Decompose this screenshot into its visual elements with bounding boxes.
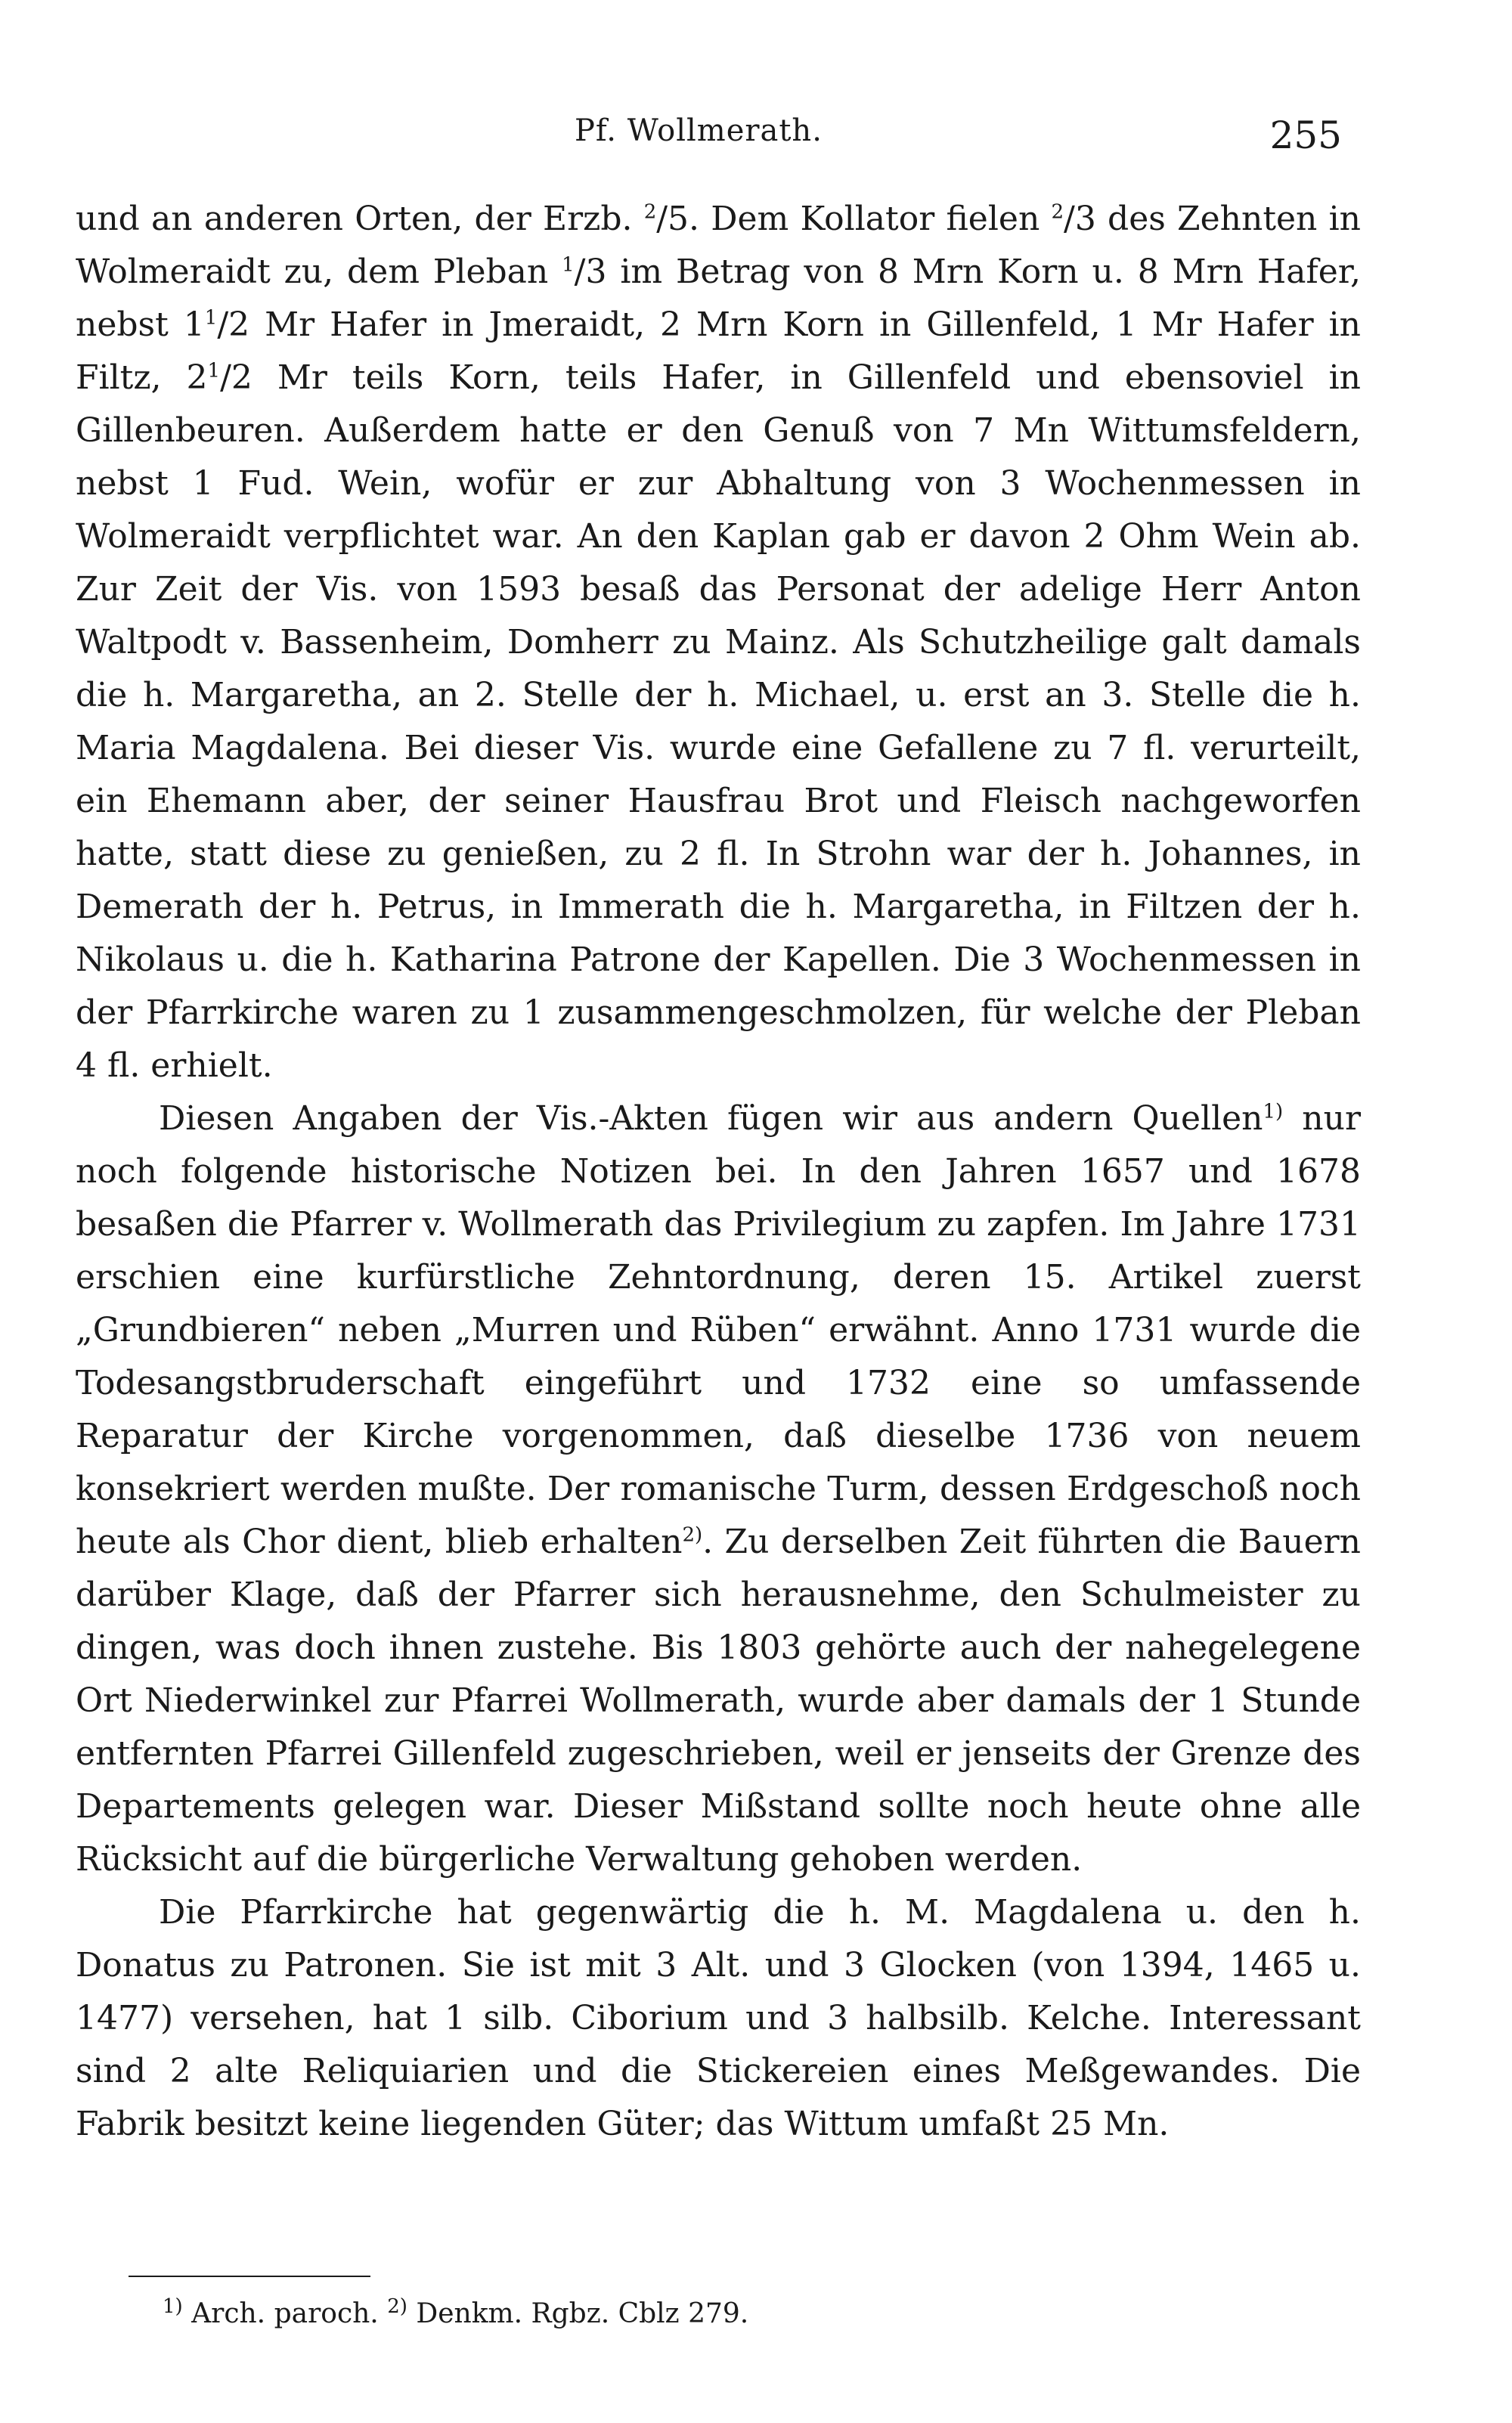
running-title: Pf. Wollmerath. — [575, 113, 823, 148]
footnote-ref: 1) — [1263, 1100, 1284, 1123]
footnote-text: Denkm. Rgbz. Cblz 279. — [407, 2298, 749, 2329]
text-run: /5. Dem Kollator fielen — [656, 200, 1052, 238]
footnote-text: Arch. paroch. — [182, 2298, 388, 2329]
text-run: nur noch folgende historische Notizen bei. In den Jahren 1657 und 1678 besaßen die Pfarrer v. Wollmerath das Privilegium zu zapfen. Im Jahre 1731 erschien eine kurfürstliche Zehntordnung, deren 15. Artikel zuerst „Grundbieren“ neben „Murren und Rüben“ erwähnt. Anno 1731 wurde die Todesangstbruderschaft eingeführt und 1732 eine so umfassende Reparatur der Kirche vorgenommen, daß dieselbe 1736 von neuem konsekriert werden mußte. Der romanische Turm, dessen Erdgeschoß noch heute als Chor dient, blieb erhalten — [76, 1099, 1361, 1561]
footnote-mark: 2) — [387, 2295, 407, 2318]
text-run: und an anderen Orten, der Erzb. — [76, 200, 644, 238]
paragraph-3: Die Pfarrkirche hat gegenwärtig die h. M. Magdalena u. den h. Donatus zu Patronen. Sie ist mit 3 Alt. und 3 Glocken (von 1394, 1465 u. 1477) versehen, hat 1 silb. Ciborium und 3 halbsilb. Kelche. Interessant sind 2 alte Reliquiarien und die Stickereien eines Meßgewandes. Die Fabrik besitzt keine liegenden Güter; das Wittum umfaßt 25 Mn. — [76, 1893, 1361, 2143]
text-run: /3 des Zehnten in Wolmeraidt zu, dem Pleban — [76, 200, 1361, 291]
fraction-numerator: 1 — [204, 306, 218, 330]
main-text — [76, 193, 1361, 2151]
paragraph-1 — [76, 193, 1361, 1092]
text-run: /3 im Betrag von 8 Mrn Korn u. 8 Mrn Hafer, nebst 1 — [76, 253, 1361, 344]
paragraph-2 — [76, 1092, 1361, 1886]
footnote-ref: 2) — [682, 1523, 703, 1547]
fraction-numerator: 1 — [562, 253, 575, 277]
page-number: 255 — [1269, 113, 1342, 157]
text-run: Diesen Angaben der Vis.-Akten fügen wir aus andern Quellen — [159, 1099, 1263, 1138]
fraction-numerator: 2 — [643, 200, 657, 224]
footnotes — [163, 2295, 749, 2329]
fraction-numerator: 2 — [1051, 200, 1064, 224]
fraction-numerator: 1 — [207, 359, 221, 383]
text-run: . Zu derselben Zeit führten die Bauern darüber Klage, daß der Pfarrer sich herausnehme, den Schulmeister zu dingen, was doch ihnen zustehe. Bis 1803 gehörte auch der nahegelegene Ort Niederwinkel zur Pfarrei Wollmerath, wurde aber damals der 1 Stunde entfernten Pfarrei Gillenfeld zugeschrieben, weil er jenseits der Grenze des Departements gelegen war. Dieser Mißstand sollte noch heute ohne alle Rücksicht auf die bürgerliche Verwaltung gehoben werden. — [76, 1523, 1361, 1879]
footnote-mark: 1) — [163, 2295, 183, 2318]
text-run: /2 Mr Hafer in Jmeraidt, 2 Mrn Korn in Gillenfeld, 1 Mr Hafer in Filtz, 2 — [76, 305, 1361, 397]
footnote-divider — [129, 2276, 370, 2277]
text-run: /2 Mr teils Korn, teils Hafer, in Gillenfeld und ebensoviel in Gillenbeuren. Außerdem hatte er den Genuß von 7 Mn Wittumsfeldern, nebst 1 Fud. Wein, wofür er zur Abhaltung von 3 Wochenmessen in Wolmeraidt verpflichtet war. An den Kaplan gab er davon 2 Ohm Wein ab. Zur Zeit der Vis. von 1593 besaß das Personat der adelige Herr Anton Waltpodt v. Bassenheim, Domherr zu Mainz. Als Schutzheilige galt damals die h. Margaretha, an 2. Stelle der h. Michael, u. erst an 3. Stelle die h. Maria Magdalena. Bei dieser Vis. wurde eine Gefallene zu 7 fl. verurteilt, ein Ehemann aber, der seiner Hausfrau Brot und Fleisch nachgeworfen hatte, statt diese zu genießen, zu 2 fl. In Strohn war der h. Johannes, in Demerath der h. Petrus, in Immerath die h. Margaretha, in Filtzen der h. Nikolaus u. die h. Katharina Patrone der Kapellen. Die 3 Wochenmessen in der Pfarrkirche waren zu 1 zusammengeschmolzen, für welche der Pleban 4 fl. erhielt. — [76, 358, 1362, 1085]
